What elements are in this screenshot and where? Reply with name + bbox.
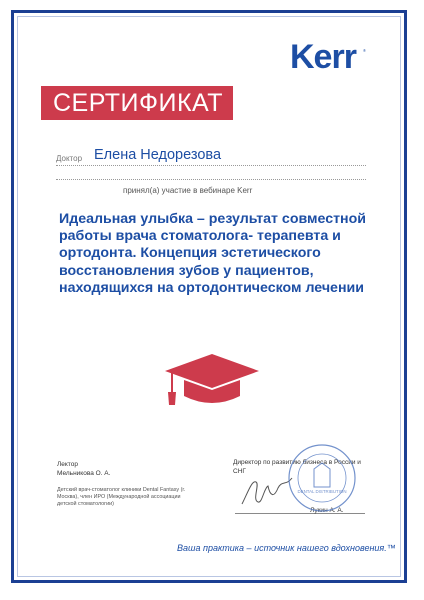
name-divider [56, 165, 366, 166]
certificate-heading: СЕРТИФИКАТ [41, 86, 233, 120]
director-title: Директор по развитию бизнеса в России и СНГ [233, 459, 361, 475]
participation-text: принял(а) участие в вебинаре Kerr [123, 186, 253, 195]
doctor-name: Елена Недорезова [94, 147, 222, 163]
company-stamp [287, 443, 357, 513]
director-name: Лукин А. А. [310, 507, 344, 514]
lector-description: Детский врач-стоматолог клиники Dental Fantasy (г. Москва), член ИРО (Международной ассоциации детской стоматологии) [57, 487, 186, 507]
graduation-cap-icon [162, 352, 262, 410]
kerr-logo: Kerr [290, 38, 356, 76]
lector-label: Лектор [57, 461, 78, 468]
lector-name: Мельникова О. А. [57, 470, 111, 477]
stamp-text: DENTAL DISTRIBUTION [297, 489, 347, 494]
footer-slogan: Ваша практика – источник нашего вдохновения.™ [177, 543, 396, 553]
trademark-mark: ® [363, 48, 366, 53]
doctor-label: Доктор [56, 154, 83, 163]
webinar-title: Идеальная улыбка – результат совместной работы врача стоматолога- терапевта и ортодонта. Концепция эстетического восстановления зубов у пациентов, находящихся на ортодонтическом лечении [59, 211, 367, 296]
participation-divider [56, 179, 366, 180]
signature-line [235, 513, 365, 514]
